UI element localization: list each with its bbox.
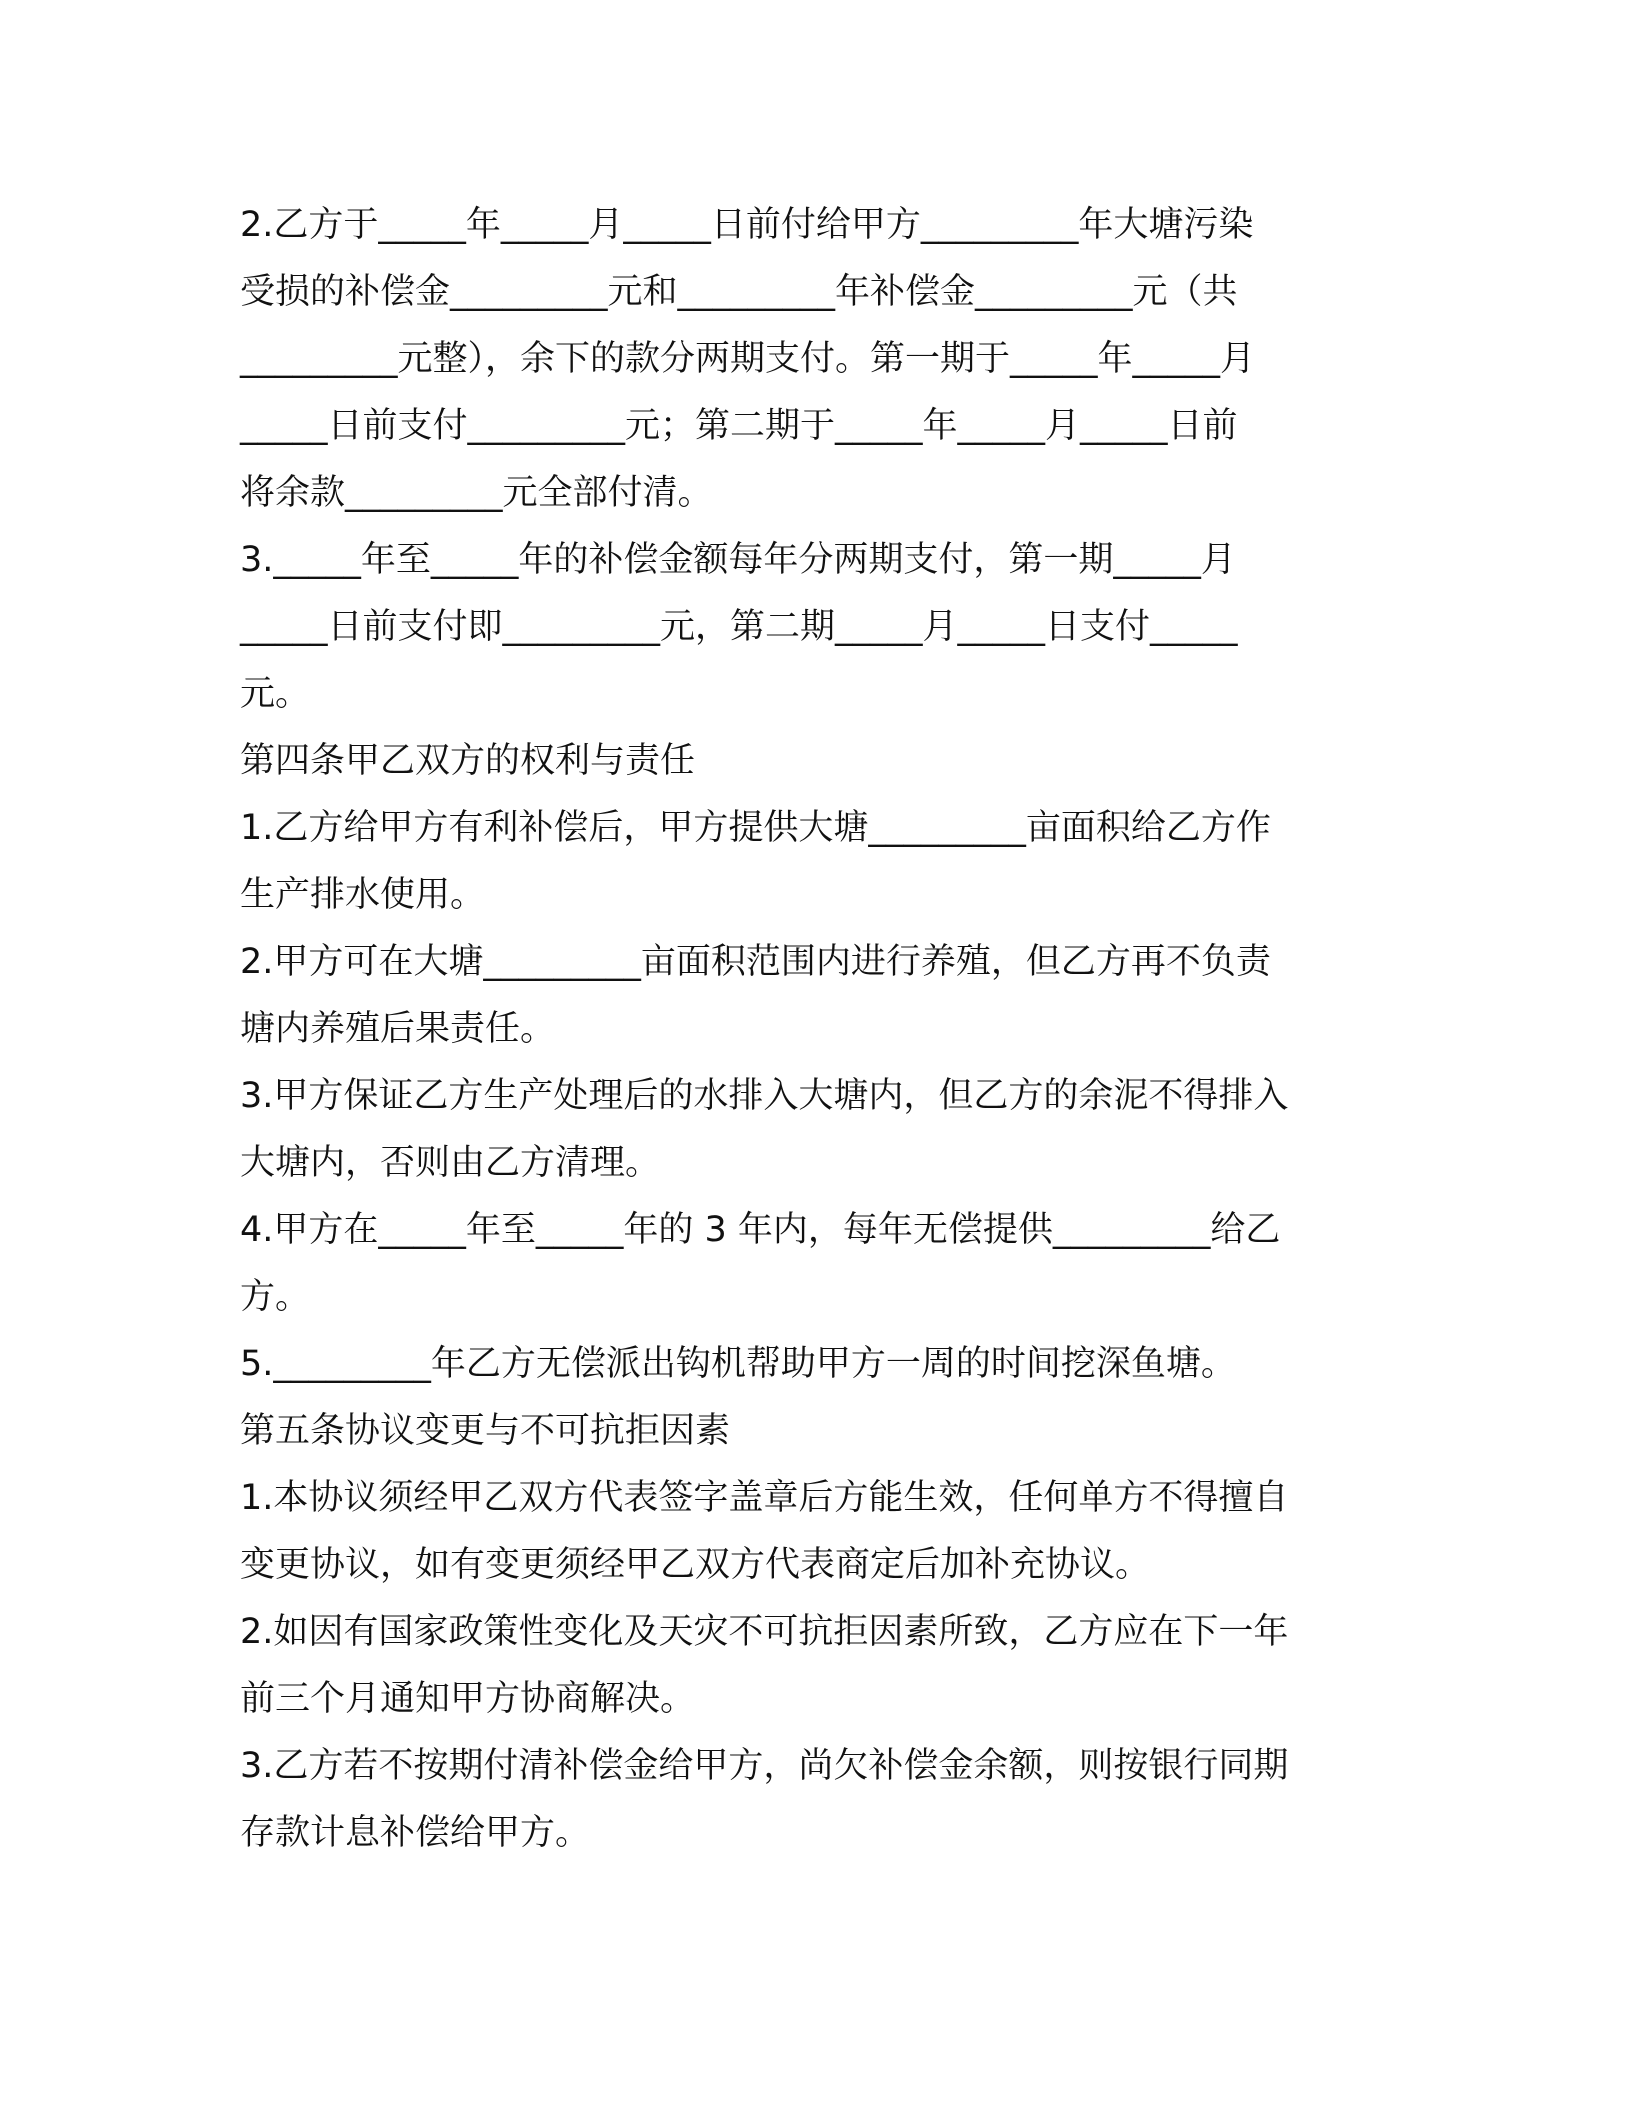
text-line: 受损的补偿金_________元和_________年补偿金_________元（共	[240, 272, 1238, 312]
text-line: 4.甲方在_____年至_____年的 3 年内，每年无偿提供_________给乙	[240, 1210, 1281, 1250]
text-line: 2.甲方可在大塘_________亩面积范围内进行养殖，但乙方再不负责	[240, 942, 1271, 982]
document-body	[240, 192, 1380, 1867]
text-line: 存款计息补偿给甲方。	[240, 1813, 591, 1853]
text-line: 方。	[240, 1277, 311, 1317]
text-line: _____日前支付_________元；第二期于_____年_____月_____日前	[240, 406, 1238, 446]
text-line: 将余款_________元全部付清。	[240, 473, 713, 513]
text-line: 3._____年至_____年的补偿金额每年分两期支付，第一期_____月	[240, 540, 1236, 580]
text-line: 2.乙方于_____年_____月_____日前付给甲方_________年大塘污染	[240, 205, 1254, 245]
text-line: 大塘内，否则由乙方清理。	[240, 1143, 661, 1183]
text-line: 变更协议，如有变更须经甲乙双方代表商定后加补充协议。	[240, 1545, 1151, 1585]
text-line: 1.乙方给甲方有利补偿后，甲方提供大塘_________亩面积给乙方作	[240, 808, 1271, 848]
section-heading: 第五条协议变更与不可抗拒因素	[240, 1411, 731, 1451]
text-line: 生产排水使用。	[240, 875, 486, 915]
text-line: _________元整），余下的款分两期支付。第一期于_____年_____月	[240, 339, 1256, 379]
text-line: 塘内养殖后果责任。	[240, 1009, 556, 1049]
text-line: 1.本协议须经甲乙双方代表签字盖章后方能生效，任何单方不得擅自	[240, 1478, 1289, 1518]
text-line: _____日前支付即_________元，第二期_____月_____日支付_____	[240, 607, 1238, 647]
text-line: 2.如因有国家政策性变化及天灾不可抗拒因素所致，乙方应在下一年	[240, 1612, 1289, 1652]
text-line: 3.乙方若不按期付清补偿金给甲方，尚欠补偿金余额，则按银行同期	[240, 1746, 1289, 1786]
text-line: 前三个月通知甲方协商解决。	[240, 1679, 696, 1719]
section-heading: 第四条甲乙双方的权利与责任	[240, 741, 696, 781]
text-line: 5._________年乙方无偿派出钩机帮助甲方一周的时间挖深鱼塘。	[240, 1344, 1236, 1384]
text-line: 3.甲方保证乙方生产处理后的水排入大塘内，但乙方的余泥不得排入	[240, 1076, 1289, 1116]
text-line: 元。	[240, 674, 311, 714]
